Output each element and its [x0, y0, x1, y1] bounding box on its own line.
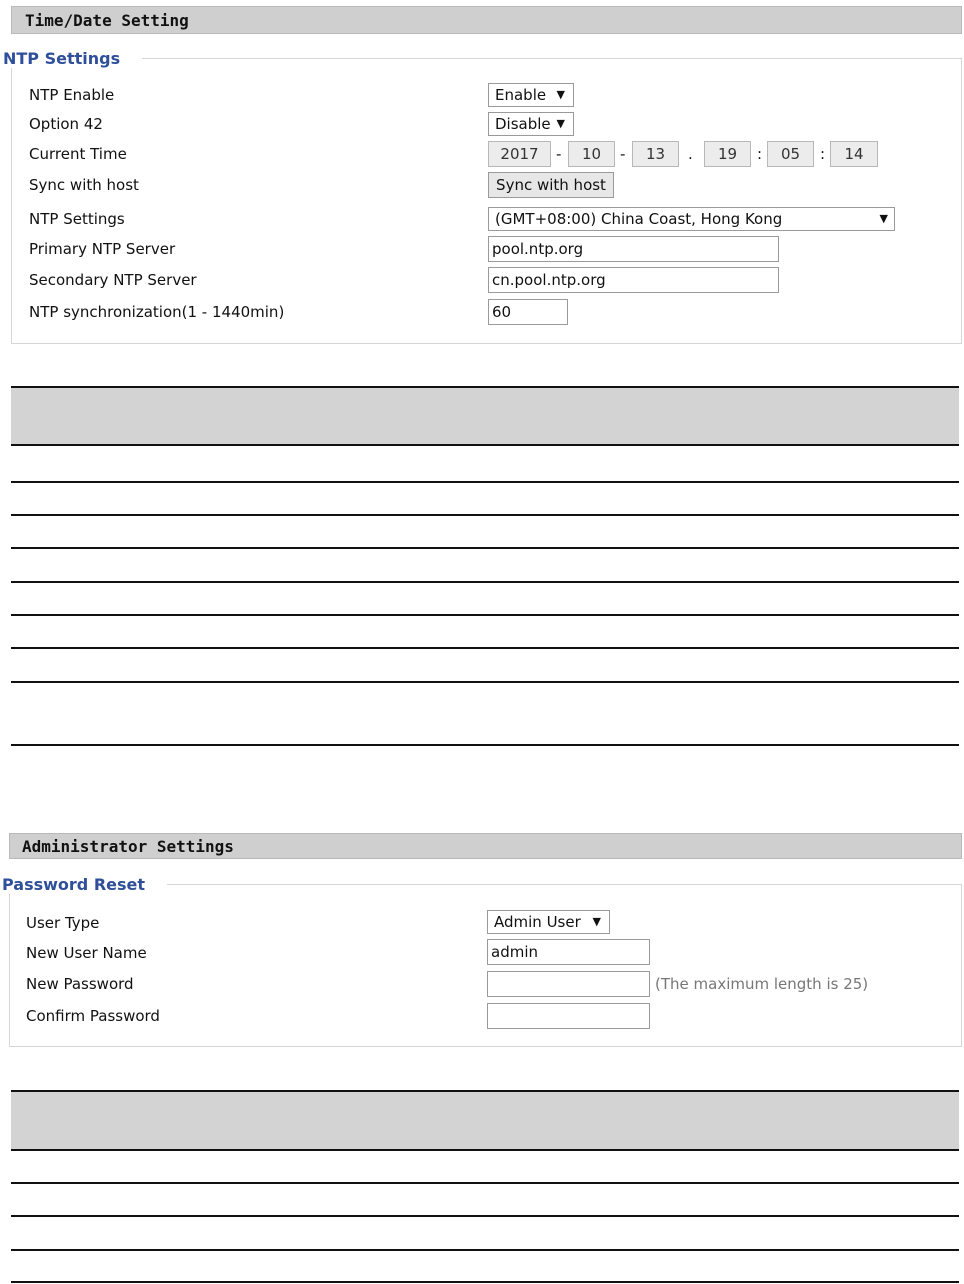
current-time-year: 2017 — [488, 141, 551, 167]
time-date-header-title: Time/Date Setting — [25, 11, 189, 30]
user-type-value: Admin User — [494, 913, 581, 931]
password-length-hint: (The maximum length is 25) — [655, 975, 869, 993]
new-user-name-input[interactable]: admin — [487, 939, 650, 965]
triangle-down-icon: ▼ — [556, 117, 565, 130]
time-sep-dot: . — [688, 145, 693, 163]
new-password-label: New Password — [26, 975, 134, 993]
current-time-day: 13 — [632, 141, 679, 167]
ntp-enable-label: NTP Enable — [29, 86, 115, 104]
time-sep-colon: : — [820, 145, 826, 163]
confirm-password-label: Confirm Password — [26, 1007, 160, 1025]
user-type-select[interactable] — [487, 910, 610, 934]
secondary-ntp-label: Secondary NTP Server — [29, 271, 197, 289]
table-row-divider — [11, 547, 959, 549]
table-row-divider — [11, 1249, 959, 1251]
table-row-divider — [11, 744, 959, 746]
table-row-divider — [11, 1215, 959, 1217]
time-sep-colon: : — [757, 145, 763, 163]
user-type-label: User Type — [26, 914, 100, 932]
table-row-divider — [11, 1182, 959, 1184]
table-row-divider — [11, 614, 959, 616]
ntp-enable-value: Enable — [495, 86, 547, 104]
secondary-ntp-input[interactable]: cn.pool.ntp.org — [488, 267, 779, 293]
new-user-name-label: New User Name — [26, 944, 147, 962]
triangle-down-icon: ▼ — [556, 88, 565, 101]
triangle-down-icon: ▼ — [879, 212, 888, 225]
password-reset-legend: Password Reset — [0, 875, 167, 894]
time-sep-dash: - — [620, 145, 626, 163]
new-password-input[interactable] — [487, 971, 650, 997]
ntp-sync-interval-label: NTP synchronization(1 - 1440min) — [29, 303, 285, 321]
option42-select[interactable] — [488, 112, 574, 136]
table-row-divider — [11, 681, 959, 683]
primary-ntp-label: Primary NTP Server — [29, 240, 176, 258]
table-row-divider — [11, 481, 959, 483]
admin-settings-header-title: Administrator Settings — [22, 837, 234, 856]
triangle-down-icon: ▼ — [592, 915, 601, 928]
sync-with-host-button[interactable]: Sync with host — [488, 172, 614, 198]
ntp-sync-interval-input[interactable]: 60 — [488, 299, 568, 325]
ntp-timezone-select[interactable] — [488, 207, 895, 231]
current-time-minute: 05 — [767, 141, 814, 167]
table-row-divider — [11, 514, 959, 516]
option42-value: Disable — [495, 115, 551, 133]
primary-ntp-input[interactable]: pool.ntp.org — [488, 236, 779, 262]
time-sep-dash: - — [556, 145, 562, 163]
ntp-settings-fieldset — [11, 58, 962, 344]
current-time-label: Current Time — [29, 145, 127, 163]
admin-settings-header — [9, 833, 962, 859]
empty-table-header — [11, 386, 959, 446]
sync-host-label: Sync with host — [29, 176, 139, 194]
time-date-header — [11, 6, 962, 34]
current-time-hour: 19 — [704, 141, 751, 167]
table-row-divider — [11, 1281, 959, 1283]
option42-label: Option 42 — [29, 115, 103, 133]
table-row-divider — [11, 647, 959, 649]
ntp-enable-select[interactable] — [488, 83, 574, 107]
confirm-password-input[interactable] — [487, 1003, 650, 1029]
ntp-settings-legend: NTP Settings — [1, 49, 142, 68]
ntp-timezone-label: NTP Settings — [29, 210, 125, 228]
current-time-month: 10 — [568, 141, 615, 167]
empty-table-header — [11, 1090, 959, 1151]
current-time-second: 14 — [830, 141, 878, 167]
table-row-divider — [11, 581, 959, 583]
ntp-timezone-value: (GMT+08:00) China Coast, Hong Kong — [495, 210, 783, 228]
